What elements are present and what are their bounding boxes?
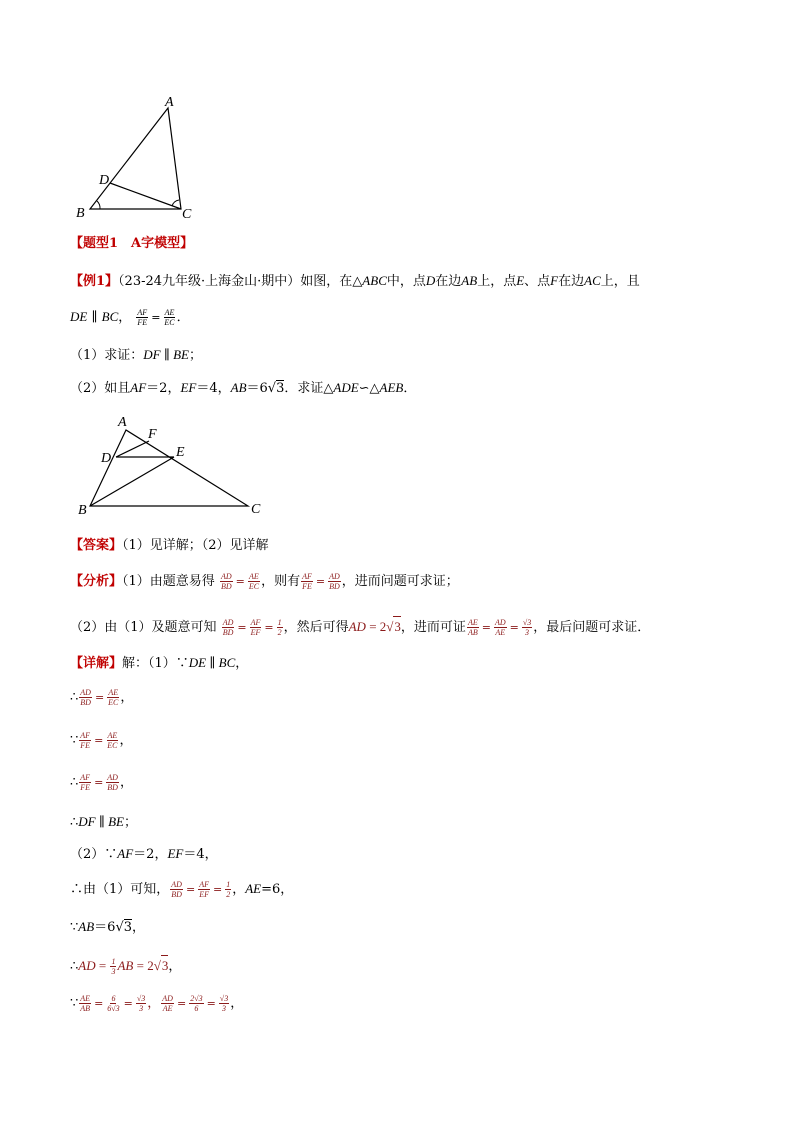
fraction-numerator: AE [467, 618, 478, 627]
fraction [222, 618, 235, 637]
equals: = [212, 883, 223, 896]
answer-text: （1）见详解；（2）见详解 [122, 538, 269, 553]
math-text: = [95, 958, 110, 973]
equals: = [237, 621, 247, 634]
text: AC [584, 273, 601, 288]
text: △ABC [352, 273, 387, 288]
equals: = [94, 734, 104, 747]
detail-step-3 [70, 773, 133, 793]
fraction-denominator: AB [467, 628, 478, 637]
math-text: = 2 [365, 619, 387, 634]
text: AE [245, 881, 262, 896]
text: D [425, 273, 436, 288]
text: ，则有 [261, 574, 301, 589]
question-2 [70, 378, 416, 399]
fraction-denominator: FE [80, 783, 91, 792]
detail-step-2 [70, 731, 133, 751]
example-line-2 [70, 307, 190, 328]
text: 如图，在 [300, 274, 353, 289]
fraction [163, 308, 175, 327]
text: 上，点 [477, 274, 517, 289]
text: 解：（1）∵ [122, 656, 189, 671]
label-d: D [101, 451, 112, 466]
equals: = [315, 575, 326, 588]
sqrt-radicand: 3 [393, 616, 401, 637]
detail-step-1 [70, 688, 133, 708]
equals: = [123, 997, 133, 1010]
fraction-numerator: AE [249, 572, 259, 581]
therefore-sign: ∴ [70, 815, 79, 830]
fraction-denominator: EC [108, 698, 119, 707]
label-e: E [176, 445, 185, 460]
therefore-sign: ∴ [70, 775, 79, 790]
angle-mark-c [172, 200, 179, 206]
text: DF ∥ BE [143, 347, 189, 362]
text: =6， [261, 882, 294, 897]
fraction-denominator: BD [220, 582, 232, 591]
section-heading: 【题型1 A字模型】 [70, 236, 194, 251]
triangle-figure-2 [70, 410, 270, 522]
therefore-sign: ∴ [70, 959, 79, 974]
fraction-numerator: AD [80, 688, 91, 697]
fraction-numerator: 1 [226, 880, 231, 889]
math-var: AD [78, 958, 96, 973]
text: DE ∥ BC [188, 655, 236, 670]
because-sign: ∵ [70, 733, 79, 748]
text: 上，且 [600, 274, 640, 289]
fraction [219, 994, 229, 1013]
label-c: C [182, 207, 192, 222]
text: ，然后可得 [283, 620, 349, 635]
fraction [248, 572, 260, 591]
fraction [110, 957, 116, 976]
text: 在边 [435, 274, 462, 289]
text: ， [232, 882, 246, 897]
fraction-numerator: AD [222, 618, 234, 627]
equals: = [235, 575, 245, 588]
text: ＝6 [94, 920, 116, 935]
fraction [106, 994, 120, 1013]
math-text: = 2 [133, 958, 154, 973]
text: ＝4， [183, 847, 218, 862]
fraction [189, 994, 203, 1013]
therefore-sign: ∴ [70, 690, 79, 705]
equals: = [206, 997, 216, 1010]
fraction-denominator: BD [171, 890, 182, 899]
fraction [136, 308, 148, 327]
label-b: B [78, 503, 87, 518]
text: ， [120, 690, 134, 705]
example-tag: 【例1】 [70, 274, 119, 289]
example-source: （23-24九年级·上海金山·期中） [118, 274, 301, 289]
sqrt-radicand: 3 [161, 955, 169, 976]
fraction [106, 773, 119, 792]
fraction-denominator: EC [248, 582, 260, 591]
text: ， [168, 959, 182, 974]
fraction [220, 572, 233, 591]
detail-step-8 [70, 955, 181, 977]
label-b: B [76, 206, 85, 221]
text: ＝4， [196, 381, 231, 396]
text: ， [230, 996, 244, 1011]
equals: = [481, 621, 491, 634]
equals: = [94, 997, 104, 1010]
fraction-numerator: AD [329, 572, 340, 581]
fraction-numerator: AE [107, 731, 118, 740]
answer-tag: 【答案】 [70, 538, 123, 553]
triangle-figure-1 [70, 92, 210, 224]
label-c: C [251, 502, 261, 517]
fraction [328, 572, 341, 591]
equals: = [151, 311, 161, 324]
therefore-sign: ∴ [70, 882, 84, 897]
text: ； [124, 815, 138, 830]
text: AF [117, 846, 134, 861]
text: ， [132, 920, 146, 935]
text: ＝2， [133, 847, 168, 862]
text: ， [235, 656, 249, 671]
text: DF ∥ BE [78, 814, 124, 829]
text: BC [101, 309, 119, 324]
fraction [79, 731, 91, 750]
fraction-denominator: BD [329, 582, 340, 591]
fraction-denominator: FE [302, 582, 312, 591]
fraction-denominator: EC [107, 741, 118, 750]
math-var: AD [348, 619, 366, 634]
fraction [79, 773, 91, 792]
fraction-numerator: AF [137, 308, 148, 317]
detail-step-4 [70, 812, 137, 833]
fraction-denominator: 6√3 [107, 1004, 120, 1013]
label-a: A [165, 95, 174, 110]
text: 在边 [558, 274, 585, 289]
fraction-numerator: AD [162, 994, 173, 1003]
text: ， [118, 310, 132, 325]
fraction [277, 618, 283, 637]
text: △ADE∽△AEB [323, 380, 404, 395]
fraction-numerator: AD [171, 880, 182, 889]
because-sign: ∵ [70, 996, 79, 1011]
sqrt-sign: √ [386, 619, 394, 634]
math-text: ， [147, 995, 161, 1010]
math-var: AB [117, 958, 134, 973]
fraction-numerator: AF [199, 880, 209, 889]
text: ， [119, 733, 133, 748]
text: ，进而可证 [400, 620, 466, 635]
fraction-numerator: AE [164, 308, 175, 317]
label-f: F [148, 427, 157, 442]
text: ，最后问题可求证． [533, 620, 651, 635]
text: 由（1）可知， [83, 882, 170, 897]
text: ． [176, 310, 190, 325]
detail-line-1 [70, 653, 248, 674]
example-line-1 [70, 271, 640, 292]
triangle-abc-2 [90, 430, 248, 506]
fraction-denominator: FE [137, 318, 148, 327]
sqrt-sign: √ [153, 958, 161, 973]
fraction-numerator: AD [107, 773, 118, 782]
fraction-numerator: AD [220, 572, 232, 581]
text: ∥ [87, 310, 102, 325]
sqrt-sign: √ [267, 381, 277, 396]
fraction-numerator: AF [302, 572, 312, 581]
equals: = [94, 776, 104, 789]
fraction-numerator: 1 [111, 957, 116, 966]
fraction [170, 880, 183, 899]
fraction-denominator: EF [199, 890, 209, 899]
fraction-denominator: 2 [277, 628, 282, 637]
fraction-numerator: 6 [111, 994, 116, 1003]
fraction [522, 618, 532, 637]
fraction-denominator: BD [80, 698, 91, 707]
text: AB [461, 273, 478, 288]
equals: = [509, 621, 519, 634]
fraction-denominator: 3 [221, 1004, 226, 1013]
detail-step-6 [70, 879, 293, 900]
angle-mark-b [97, 201, 100, 209]
fraction [301, 572, 313, 591]
text: AB [230, 380, 247, 395]
fraction [79, 688, 92, 707]
text: （2）如且 [70, 381, 131, 396]
fraction-numerator: AF [80, 773, 91, 782]
fraction-denominator: 6 [194, 1004, 199, 1013]
fraction-denominator: AE [495, 628, 506, 637]
fraction-denominator: AE [162, 1004, 173, 1013]
fraction [79, 994, 91, 1013]
segment-df [116, 441, 149, 457]
fraction-denominator: EF [250, 628, 261, 637]
because-sign: ∵ [70, 920, 79, 935]
fraction [250, 618, 262, 637]
triangle-abc [90, 108, 181, 209]
text: ．求证 [284, 381, 324, 396]
fraction-denominator: 3 [525, 628, 530, 637]
fraction-numerator: √3 [219, 994, 229, 1003]
label-a: A [118, 415, 127, 430]
fraction-denominator: AB [80, 1004, 91, 1013]
text: （2）∵ [70, 847, 118, 862]
detail-tag: 【详解】 [70, 656, 123, 671]
fraction [225, 880, 231, 899]
equals: = [176, 997, 187, 1010]
fraction-denominator: BD [222, 628, 234, 637]
fraction-numerator: 2√3 [190, 994, 203, 1003]
fraction-numerator: AE [108, 688, 119, 697]
text: ＝2， [146, 381, 181, 396]
question-1 [70, 345, 202, 366]
fraction-denominator: 2 [226, 890, 231, 899]
fraction-denominator: EC [164, 318, 175, 327]
detail-step-7 [70, 917, 145, 938]
text: 中，点 [386, 274, 426, 289]
fraction-numerator: AD [494, 618, 506, 627]
analysis-tag: 【分析】 [70, 574, 123, 589]
text: EF [180, 380, 197, 395]
fraction-numerator: AF [250, 618, 261, 627]
sqrt-sign: √ [115, 920, 124, 935]
text: 、点 [524, 274, 551, 289]
fraction [136, 994, 146, 1013]
fraction-numerator: AF [80, 731, 91, 740]
text: AB [78, 919, 95, 934]
fraction-numerator: AE [80, 994, 91, 1003]
fraction [161, 994, 174, 1013]
answer-line [70, 536, 269, 556]
segment-dc [110, 183, 181, 209]
analysis-line-2 [70, 616, 650, 638]
detail-step-9 [70, 993, 243, 1014]
fraction [107, 688, 119, 707]
text: ； [189, 348, 203, 363]
text: E [516, 273, 525, 288]
text: DE [70, 309, 88, 324]
text: ＝6 [246, 381, 268, 396]
fraction [467, 618, 479, 637]
text: AF [130, 380, 147, 395]
text: EF [167, 846, 184, 861]
label-d: D [99, 173, 110, 188]
text: ， [119, 775, 133, 790]
fraction [494, 618, 507, 637]
text: ，进而问题可求证； [341, 574, 459, 589]
fraction-numerator: 1 [277, 618, 282, 627]
text: （2）由（1）及题意可知 [70, 620, 217, 635]
fraction-denominator: 3 [139, 1004, 144, 1013]
fraction-numerator: √3 [522, 618, 532, 627]
text: （1）由题意易得 [122, 574, 215, 589]
equals: = [94, 691, 105, 704]
text: （1）求证： [70, 348, 144, 363]
fraction-denominator: FE [80, 741, 91, 750]
fraction [198, 880, 210, 899]
detail-step-5 [70, 844, 218, 865]
fraction-numerator: √3 [136, 994, 146, 1003]
equals: = [264, 621, 274, 634]
sqrt-radicand: 3 [123, 920, 133, 935]
fraction-denominator: BD [107, 783, 118, 792]
fraction [106, 731, 118, 750]
analysis-line-1 [70, 572, 459, 592]
equals: = [185, 883, 196, 896]
text: F [550, 273, 559, 288]
fraction-denominator: 3 [111, 967, 116, 976]
sqrt-radicand: 3 [276, 381, 285, 396]
text: ． [403, 381, 417, 396]
